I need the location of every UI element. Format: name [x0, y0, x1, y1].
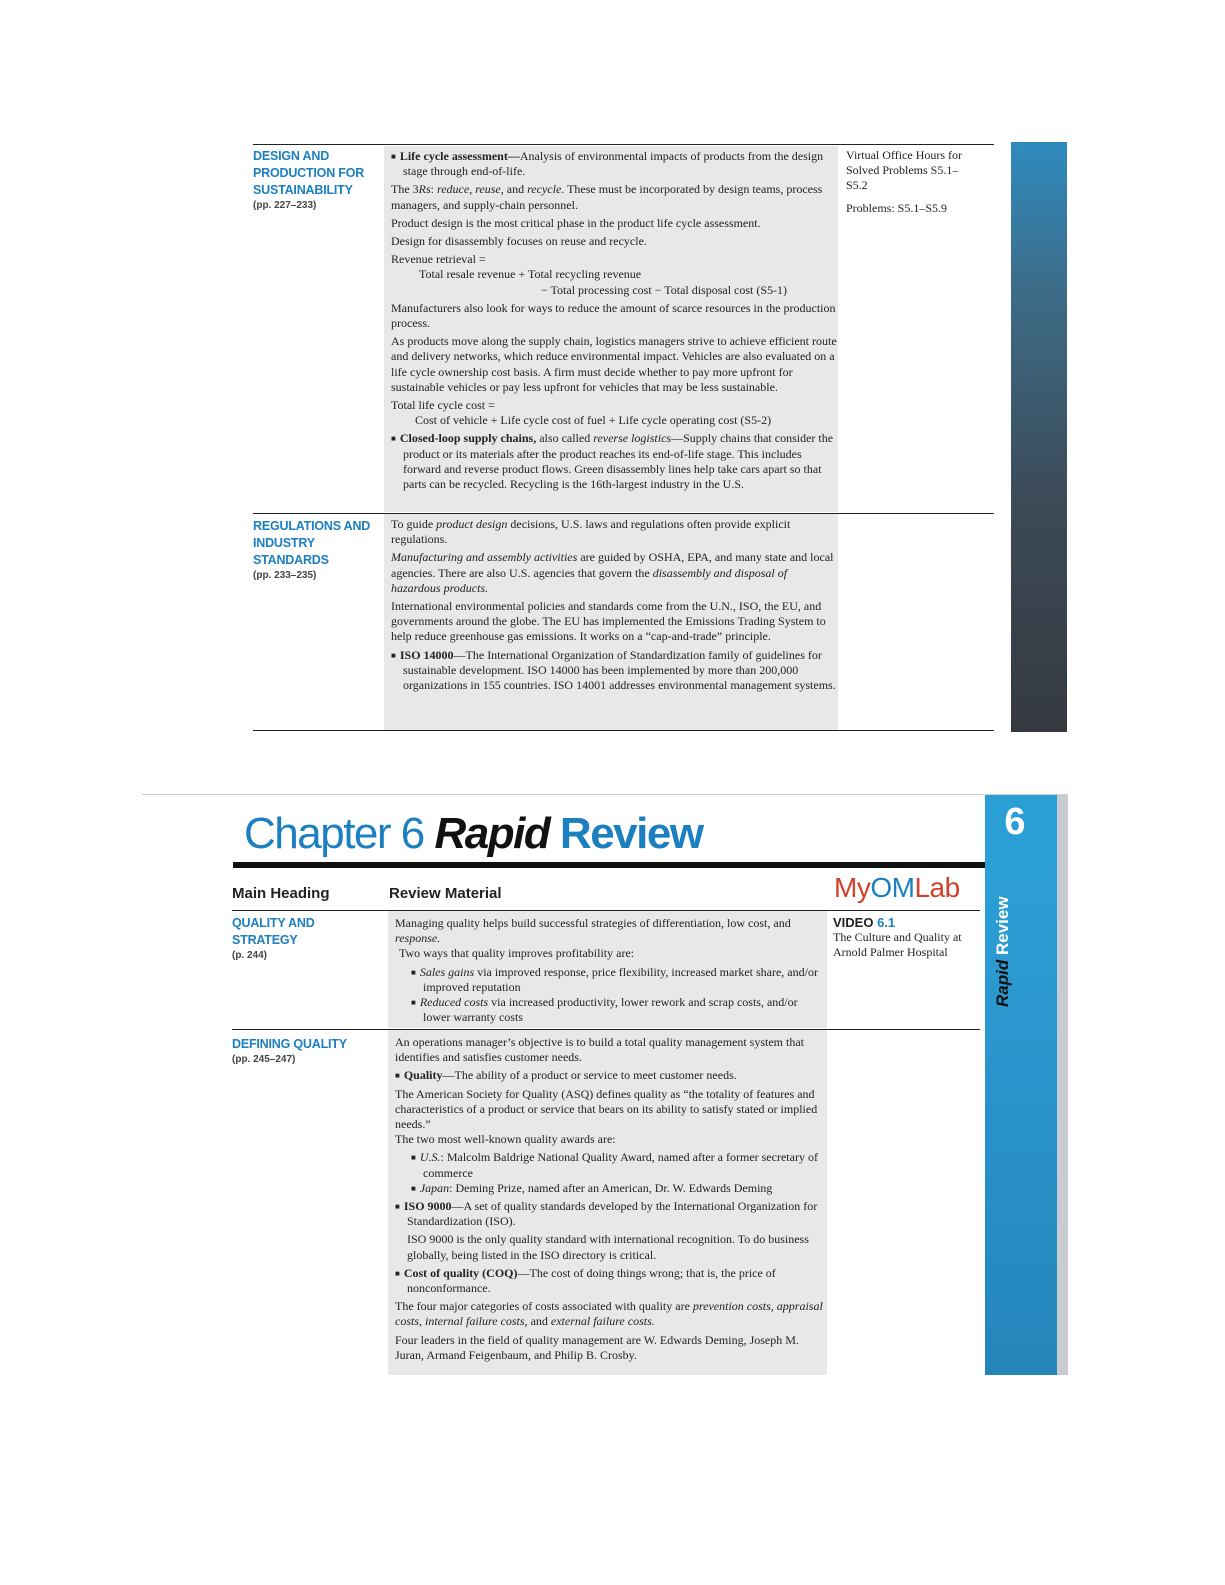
- video-title: The Culture and Quality at Arnold Palmer Hospital: [833, 930, 962, 959]
- title-rule: [233, 862, 995, 868]
- top-side-tab: [1011, 142, 1067, 732]
- page-ref: (pp. 245–247): [232, 1054, 296, 1065]
- paragraph: ■ Quality—The ability of a product or service to meet customer needs.: [395, 1068, 827, 1083]
- paragraph: Total life cycle cost =: [391, 398, 495, 413]
- paragraph: Product design is the most critical phase in the product life cycle assessment.: [391, 215, 761, 230]
- bullet: ■ Japan: Deming Prize, named after an American, Dr. W. Edwards Deming: [395, 1181, 827, 1196]
- paragraph: Design for disassembly focuses on reuse and recycle.: [391, 234, 647, 249]
- bullet: ■ Reduced costs via increased productivity, lower rework and scrap costs, and/or lower warranty costs: [395, 995, 827, 1025]
- bullet: ■ U.S.: Malcolm Baldrige National Quality Award, named after a former secretary of commerce: [395, 1150, 827, 1180]
- col-main-heading: Main Heading: [232, 885, 330, 902]
- paragraph: The two most well-known quality awards are:: [395, 1132, 616, 1147]
- paragraph: ■ Life cycle assessment—Analysis of environmental impacts of products from the design stage through end-of-life.: [391, 149, 838, 179]
- review-material-regulations: [384, 514, 838, 730]
- paragraph: Four leaders in the field of quality management are W. Edwards Deming, Joseph M. Juran, Armand Feigenbaum, and Philip B. Crosby.: [395, 1332, 799, 1362]
- review-material-design: [384, 146, 838, 512]
- paragraph: ■ Cost of quality (COQ)—The cost of doing things wrong; that is, the price of nonconformance.: [395, 1266, 827, 1296]
- page-ref: (p. 244): [232, 950, 268, 961]
- equation: − Total processing cost − Total disposal cost (S5-1): [541, 282, 788, 297]
- paragraph: Manufacturing and assembly activities are guided by OSHA, EPA, and many state and local agencies. There are also U.S. agencies that govern the disassembly and disposal of hazardous products.: [391, 550, 834, 595]
- col-review-material: Review Material: [389, 885, 502, 902]
- review-material-quality-strategy: [388, 911, 827, 1028]
- bottom-rule: [253, 730, 994, 731]
- paragraph: The four major categories of costs associated with quality are prevention costs, appraisal costs, internal failure costs, and external failure costs.: [395, 1299, 823, 1329]
- chapter-number: 6: [1004, 801, 1026, 843]
- paragraph: ■ ISO 14000—The International Organization of Standardization family of guidelines for sustainable development. ISO 14000 has been implemented by more than 200,000 organizations in 155 countries. ISO 14001 addresses environmental management systems.: [391, 648, 838, 694]
- paragraph: The American Society for Quality (ASQ) defines quality as “the totality of features and characteristics of a product or service that bears on its ability to satisfy stated or implied needs.”: [395, 1086, 818, 1132]
- equation: Cost of vehicle + Life cycle cost of fuel + Life cycle operating cost (S5-2): [415, 413, 772, 428]
- problems-ref: Problems: S5.1–S5.9: [846, 201, 948, 215]
- row-heading-quality-strategy: [232, 915, 382, 961]
- tab-edge: [1057, 795, 1068, 1375]
- paragraph: ■ Closed-loop supply chains, also called reverse logistics—Supply chains that consider the product or its materials after the product reaches its end-of-life stage. This includes forward and reverse product flows. Green disassembly lines help take cars apart so that parts can be recycled. Recycling is the 16th-largest industry in the U.S.: [391, 431, 838, 492]
- paragraph: ■ ISO 9000—A set of quality standards developed by the International Organization for Standardization (ISO).: [395, 1199, 827, 1229]
- chapter-title: Chapter 6 Rapid Review: [244, 809, 703, 858]
- paragraph: To guide product design decisions, U.S. laws and regulations often provide explicit regulations.: [391, 517, 791, 547]
- bullet: ■ Sales gains via improved response, price flexibility, increased market share, and/or improved reputation: [395, 965, 827, 995]
- tab-label: Rapid Review: [993, 896, 1012, 1007]
- video-label: VIDEO 6.1: [833, 915, 896, 930]
- row-heading-defining-quality: [232, 1036, 382, 1065]
- video-resource: [833, 915, 973, 960]
- row-heading-design: [253, 148, 378, 211]
- row-heading-regulations: [253, 518, 378, 581]
- heading-text: DESIGN AND PRODUCTION FOR SUSTAINABILITY: [253, 149, 365, 197]
- paragraph: Manufacturers also look for ways to reduce the amount of scarce resources in the production process.: [391, 300, 836, 331]
- review-material-defining-quality: [388, 1030, 827, 1375]
- paragraph: As products move along the supply chain, logistics managers strive to achieve efficient route and delivery networks, which reduce environmental impact. Vehicles are also evaluated on a life cycle ownership cost basis. A firm must decide whether to pay more upfront for sustainable vehicles or pay less upfront for vehicles that may be less sustainable.: [391, 334, 837, 394]
- side-resources: [846, 148, 976, 216]
- myomlab-logo: MyOMLab: [834, 872, 960, 903]
- paragraph: Managing quality helps build successful strategies of differentiation, low cost, and response.: [395, 916, 791, 946]
- page-ref: (pp. 227–233): [253, 200, 317, 211]
- virtual-office-hours: Virtual Office Hours for Solved Problems S5.1–S5.2: [846, 148, 963, 192]
- heading-text: REGULATIONS AND INDUSTRY STANDARDS: [253, 519, 371, 567]
- paragraph: Two ways that quality improves profitability are:: [399, 946, 635, 961]
- paragraph: International environmental policies and standards come from the U.N., ISO, the EU, and governments around the globe. The EU has implemented the Emissions Trading System to help reduce greenhouse gas emissions. It works on a “cap-and-trade” principle.: [391, 599, 826, 644]
- heading-text: QUALITY AND STRATEGY: [232, 916, 315, 947]
- paragraph: The 3Rs: reduce, reuse, and recycle. These must be incorporated by design teams, process managers, and supply-chain personnel.: [391, 182, 823, 212]
- heading-text: DEFINING QUALITY: [232, 1037, 347, 1051]
- page-edge: [142, 794, 1068, 795]
- paragraph: ISO 9000 is the only quality standard with international recognition. To do business globally, being listed in the ISO directory is critical.: [407, 1232, 809, 1262]
- page-ref: (pp. 233–235): [253, 570, 317, 581]
- top-rule: [253, 144, 994, 145]
- paragraph: Revenue retrieval =: [391, 252, 486, 267]
- equation: Total resale revenue + Total recycling revenue: [419, 267, 642, 282]
- chapter-tab: [985, 795, 1057, 1375]
- paragraph: An operations manager’s objective is to build a total quality management system that identifies and satisfies customer needs.: [395, 1035, 805, 1065]
